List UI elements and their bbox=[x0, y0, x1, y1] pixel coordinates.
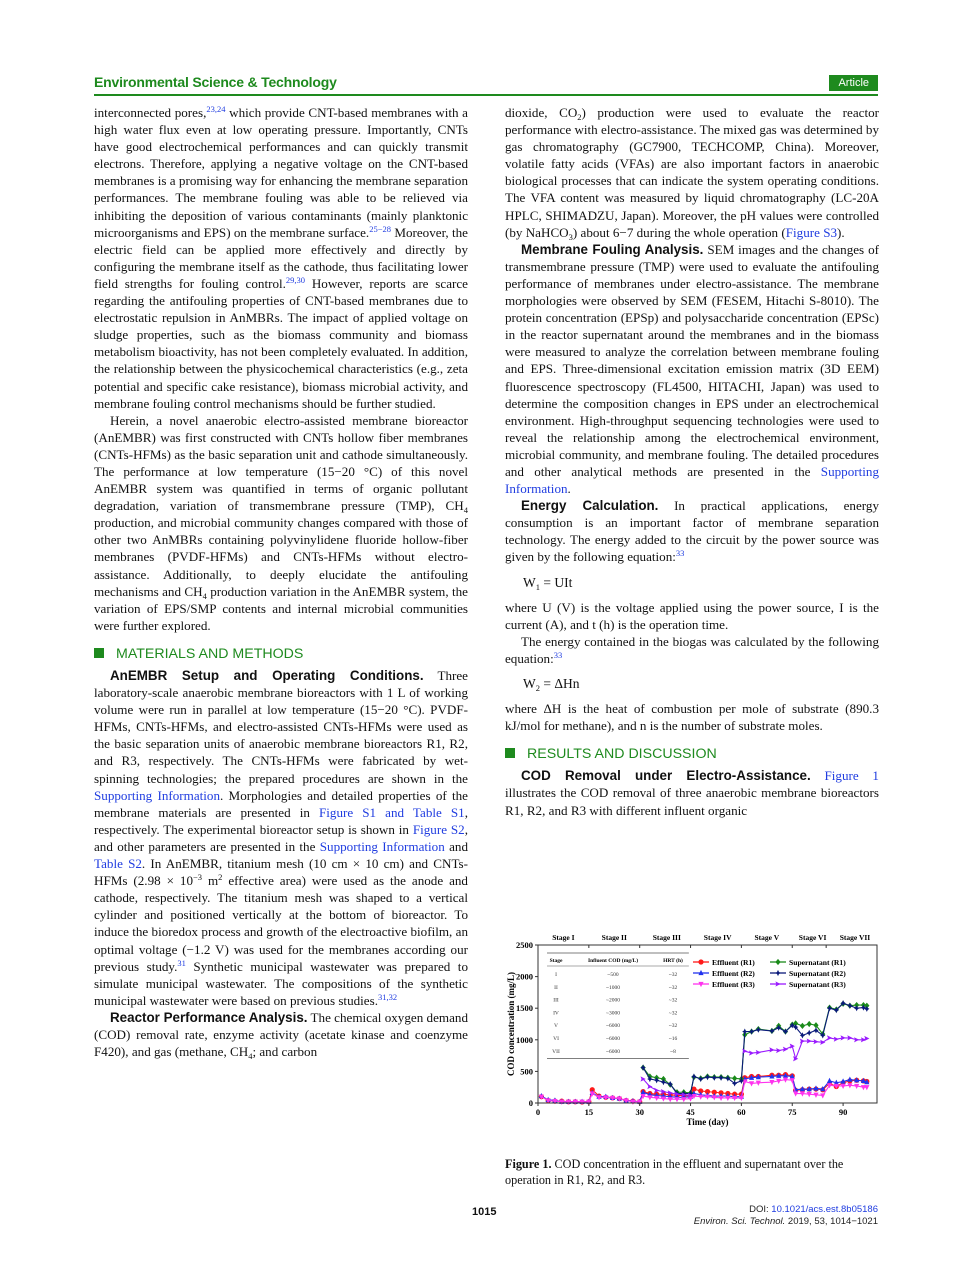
right-column bbox=[505, 104, 879, 819]
eq-lhs: W bbox=[523, 574, 536, 590]
x-tick-label: 30 bbox=[635, 1107, 644, 1117]
section-title: MATERIALS AND METHODS bbox=[116, 645, 304, 662]
text: Moreover, the electric field can be applied more effectively and directly by configuring the membrane itself as the cathode, thus facilitating lower field strengths for fouling control. bbox=[94, 224, 468, 291]
table-cell: ~32 bbox=[668, 984, 678, 991]
table-cell: II bbox=[554, 984, 558, 991]
section-square-icon bbox=[505, 748, 515, 758]
stage-label: Stage V bbox=[754, 933, 780, 942]
text: In practical applications, energy consumption is an important factor of membrane separation technology. The energy added to the circuit by the power source was given by the following equation: bbox=[505, 498, 879, 565]
table-cell: VI bbox=[553, 1036, 559, 1042]
table-cell: ~8 bbox=[670, 1048, 676, 1055]
eq-lhs: W bbox=[523, 676, 536, 691]
x-tick-label: 60 bbox=[737, 1107, 746, 1117]
text: production variation in the AnEMBR system, the variation of EPS/SMP contents and internal microbial communities were further explored. bbox=[94, 583, 468, 633]
text: and bbox=[444, 838, 468, 854]
series-line bbox=[643, 1004, 867, 1093]
paragraph-eq1-desc: where U (V) is the voltage applied using the power source, I is the current (A), and t (h) is the operation time. bbox=[505, 599, 879, 632]
legend-label: Supernatant (R2) bbox=[789, 969, 846, 978]
table-cell: ~6000 bbox=[606, 1048, 620, 1055]
citation-journal: Environ. Sci. Technol. bbox=[693, 1216, 786, 1227]
article-type-badge: Article bbox=[829, 75, 878, 91]
text: The energy contained in the biogas was calculated by the following equation: bbox=[505, 633, 879, 666]
stage-label: Stage I bbox=[552, 933, 575, 942]
data-point bbox=[807, 1021, 812, 1027]
y-axis-label: COD concentration (mg/L) bbox=[506, 972, 516, 1076]
citation-details: 2019, 53, 1014−1021 bbox=[785, 1216, 878, 1227]
legend-label: Supernatant (R3) bbox=[789, 980, 846, 989]
text: interconnected pores, bbox=[94, 105, 207, 120]
paragraph-biogas bbox=[505, 633, 879, 667]
text: SEM images and the changes of transmembrane pressure (TMP) were used to evaluate the antifouling performance of membranes under electro-assistance. The membrane morphologies were observed by SEM (FESEM, Hitachi S-8010). The protein concentration (EPSp) and polysaccharide concentration (EPSc) in the reactor supernatant around the membranes and in the biomass were measured to analyze the correlation between membrane fouling and EPS. Three-dimensional excitation emission matrix (3D EEM) fluorescence spectroscopy (FL4500, HITACHI, Japan) was used to determine the composition changes in EPS under an electrochemical environment. High-throughput sequencing technologies were used to reveal the relationship among the electrochemical environment, microbial community, and membrane fouling. The detailed procedures and other analytical methods are presented in the bbox=[505, 241, 879, 479]
citation-link[interactable]: 33 bbox=[675, 548, 685, 559]
paragraph-gas-analysis bbox=[505, 104, 879, 241]
paragraph-energy bbox=[505, 497, 879, 565]
stage-label: Stage IV bbox=[703, 933, 732, 942]
supporting-info-link[interactable]: Supporting Information bbox=[319, 838, 445, 854]
supporting-info-link[interactable]: Supporting Information bbox=[94, 787, 221, 803]
paragraph-membrane-fouling bbox=[505, 241, 879, 497]
paragraph-intro-2 bbox=[94, 412, 468, 634]
data-point bbox=[827, 1035, 832, 1040]
figure-s3-link[interactable]: Figure S3 bbox=[785, 224, 838, 240]
paragraph-intro-1 bbox=[94, 104, 468, 412]
paragraph-eq2-desc: where ΔH is the heat of combustion per mole of substrate (890.3 kJ/mol for methane), and n is the number of substrate moles. bbox=[505, 701, 879, 734]
subscript: 4 bbox=[463, 505, 468, 516]
footer-citation bbox=[694, 1204, 878, 1228]
x-tick-label: 0 bbox=[535, 1107, 541, 1117]
stage-label: Stage III bbox=[652, 933, 681, 942]
y-tick-label: 500 bbox=[520, 1066, 533, 1077]
stage-label: Stage II bbox=[601, 933, 627, 942]
data-point bbox=[749, 1028, 754, 1034]
series-line bbox=[643, 1003, 867, 1093]
runin-heading: AnEMBR Setup and Operating Conditions. bbox=[110, 668, 424, 683]
text: . bbox=[567, 481, 571, 497]
doi-link[interactable]: 10.1021/acs.est.8b05186 bbox=[771, 1204, 878, 1215]
data-point bbox=[864, 1006, 869, 1012]
text: Three laboratory-scale anaerobic membrane bioreactors with 1 L of working volume were run in parallel at low temperature (15−20 °C). PVDF-HFMs, CNTs-HFMs, and electro-assisted CNTs-HFMs were used as the basic separation units of anaerobic membrane bioreactors R1, R2, and R3, respectively. The CNTs-HFMs were fabricated by wet-spinning technologies; the prepared procedures are shown in the bbox=[94, 668, 468, 786]
section-title: RESULTS AND DISCUSSION bbox=[527, 746, 717, 763]
table-cell: ~6000 bbox=[606, 1023, 620, 1030]
table-header: Influent COD (mg/L) bbox=[587, 958, 639, 964]
table-cell: ~32 bbox=[668, 1010, 678, 1017]
table-cell: III bbox=[553, 997, 559, 1004]
text: ). bbox=[837, 224, 845, 240]
legend-label: Effluent (R2) bbox=[712, 969, 755, 978]
text: However, reports are scarce regarding the antifouling properties of CNT-based membranes due to electrostatic repulsion in AnMBRs. The impact of applied voltage on sludge properties, such as the biomass community and biomass metabolism bioactivity, has not been completely evaluated. In addition, the relationship between the physicochemical characteristics (e.g., zeta potential and specific cake resistance), biomass microbial activity, and membrane fouling control mechanisms should be further studied. bbox=[94, 275, 468, 411]
citation-link[interactable]: 31 bbox=[177, 957, 186, 968]
citation-link[interactable]: 33 bbox=[553, 649, 563, 660]
data-point bbox=[732, 1080, 737, 1086]
table-cell: ~1000 bbox=[606, 984, 620, 991]
figure-s1-link[interactable]: Figure S1 and Table S1 bbox=[319, 804, 465, 820]
data-point bbox=[749, 1081, 754, 1086]
text: . In AnEMBR, titanium mesh (10 cm × 10 cm) and CNTs-HFMs (2.98 × 10 bbox=[94, 856, 468, 889]
table-cell: VII bbox=[552, 1048, 560, 1055]
text: Herein, a novel anaerobic electro-assisted membrane bioreactor (AnEMBR) was first constructed with CNTs hollow fiber membranes (CNTs-HFMs) as the basic separation unit and cathode simultaneously. The performance at low temperature (15−20 °C) of this novel AnEMBR system was quantified in terms of organic pollutant degradation, variation of transmembrane pressure (TMP), CH bbox=[94, 412, 468, 514]
y-tick-label: 1500 bbox=[516, 1003, 533, 1014]
paragraph-setup bbox=[94, 667, 468, 1009]
section-heading-results bbox=[505, 746, 879, 763]
runin-heading: Energy Calculation. bbox=[521, 498, 659, 514]
paragraph-reactor-performance bbox=[94, 1009, 468, 1060]
equation-w1 bbox=[523, 574, 879, 591]
superscript: −3 bbox=[193, 872, 203, 883]
data-point bbox=[705, 1074, 710, 1080]
citation-link[interactable]: 25−28 bbox=[369, 223, 392, 234]
x-tick-label: 45 bbox=[686, 1107, 695, 1117]
figure-1-link[interactable]: Figure 1 bbox=[824, 768, 879, 784]
table-cell: IV bbox=[553, 1010, 559, 1017]
text: Synthetic municipal wastewater was prepared to simulate municipal wastewater. The compositions of the synthetic municipal wastewater were based on previous studies. bbox=[94, 958, 468, 1008]
legend-marker bbox=[698, 959, 703, 964]
text: , and other parameters are presented in the bbox=[94, 821, 468, 854]
superscript: 2 bbox=[218, 872, 223, 883]
text: effective area) were used as the anode and cathode, respectively. The titanium mesh was shaped to a vertical cylinder and positioned vertically at the bottom of bioreactor. To induce the bioredox process and growth of the electroactive biofilm, an optimal voltage (−1.2 V) was used for the membranes according our previous study. bbox=[94, 873, 468, 974]
y-tick-label: 2500 bbox=[516, 940, 533, 950]
table-header: Stage bbox=[549, 958, 563, 964]
y-tick-label: 1000 bbox=[516, 1034, 533, 1045]
data-point bbox=[698, 1076, 703, 1082]
table-cell: I bbox=[555, 972, 557, 978]
subscript: 1 bbox=[535, 581, 540, 592]
runin-heading: Reactor Performance Analysis. bbox=[110, 1009, 308, 1025]
data-point bbox=[691, 1073, 696, 1079]
data-point bbox=[725, 1075, 730, 1081]
cod-chart bbox=[505, 925, 883, 1127]
subscript: 2 bbox=[577, 112, 582, 122]
caption-text: COD concentration in the effluent and supernatant over the operation in R1, R2, and R3. bbox=[505, 1157, 844, 1187]
text: m bbox=[202, 873, 219, 889]
series-line bbox=[745, 1038, 867, 1059]
figure-s2-link[interactable]: Figure S2 bbox=[412, 821, 465, 837]
data-point bbox=[800, 1023, 805, 1029]
runin-heading: Membrane Fouling Analysis. bbox=[521, 241, 704, 257]
text: ; and carbon bbox=[252, 1044, 318, 1060]
section-heading-methods bbox=[94, 646, 468, 663]
doi-label: DOI: bbox=[749, 1204, 772, 1215]
x-tick-label: 90 bbox=[838, 1107, 848, 1117]
table-cell: V bbox=[554, 1023, 558, 1030]
subscript: 2 bbox=[535, 683, 540, 693]
y-tick-label: 0 bbox=[528, 1098, 533, 1108]
table-s2-link[interactable]: Table S2 bbox=[94, 856, 142, 872]
text: . Morphologies and detailed properties of the membrane materials are presented in bbox=[94, 787, 468, 820]
table-cell: ~3000 bbox=[606, 1010, 620, 1017]
stage-label: Stage VI bbox=[798, 933, 827, 942]
data-point bbox=[756, 1027, 761, 1033]
stage-label: Stage VII bbox=[839, 933, 871, 942]
text: which provide CNT-based membranes with a high water flux even at low operating pressure. Importantly, CNTs have good electrochemical performances and can quickly transmit electrons. Therefore, applying a negative voltage on the CNT-based membranes is a promising way for enhancing the membrane separation performances. The membrane fouling was able to be relieved via inhibiting the deposition of various contaminants (mainly planktonic microorganisms and EPS) on the membrane surface. bbox=[94, 105, 468, 240]
text: ) about 6−7 during the whole operation ( bbox=[572, 224, 786, 240]
runin-heading: COD Removal under Electro-Assistance. bbox=[521, 768, 811, 784]
table-cell: ~16 bbox=[668, 1036, 678, 1042]
figure-caption bbox=[505, 1157, 879, 1188]
y-tick-label: 2000 bbox=[516, 971, 533, 982]
figure-1 bbox=[505, 925, 883, 1127]
text: , respectively. The experimental bioreactor setup is shown in bbox=[94, 804, 469, 837]
data-point bbox=[820, 1093, 825, 1098]
data-point bbox=[807, 1030, 812, 1036]
caption-label: Figure 1. bbox=[505, 1157, 552, 1171]
data-point bbox=[827, 1005, 832, 1011]
x-tick-label: 15 bbox=[584, 1107, 594, 1117]
data-point bbox=[854, 1005, 859, 1011]
subscript: 4 bbox=[248, 1051, 253, 1062]
left-column bbox=[94, 104, 468, 1060]
data-point bbox=[712, 1075, 717, 1081]
text: production, and microbial community changes compared with those of other two AnMBRs containing polyvinylidene fluoride hollow-fiber membranes (PVDF-HFMs) and CNTs-HFMs without electro-assistance. Additionally, to deeply elucidate the antifouling mechanisms and CH bbox=[94, 515, 468, 599]
x-tick-label: 75 bbox=[788, 1107, 797, 1117]
x-axis-label: Time (day) bbox=[686, 1117, 729, 1127]
citation-link[interactable]: 29,30 bbox=[285, 274, 306, 285]
legend-label: Effluent (R1) bbox=[712, 958, 755, 967]
data-point bbox=[718, 1075, 723, 1081]
text: The chemical oxygen demand (COD) removal rate, enzyme activity (acetate kinase and coenzyme F420), and gas (methane, CH bbox=[94, 1009, 468, 1060]
data-point bbox=[827, 1078, 832, 1083]
citation-link[interactable]: 23,24 bbox=[206, 104, 226, 114]
legend-label: Supernatant (R1) bbox=[789, 958, 846, 967]
table-cell: ~32 bbox=[668, 972, 678, 978]
section-square-icon bbox=[94, 648, 104, 658]
supporting-info-link[interactable]: Supporting Information bbox=[505, 463, 879, 497]
data-point bbox=[647, 1084, 652, 1089]
running-header bbox=[94, 74, 878, 96]
data-point bbox=[769, 1028, 774, 1034]
table-cell: ~32 bbox=[668, 1023, 678, 1030]
table-header: HRT (h) bbox=[663, 958, 683, 964]
paragraph-cod-removal bbox=[505, 767, 879, 818]
legend-marker bbox=[775, 970, 780, 976]
data-point bbox=[864, 1036, 869, 1041]
data-point bbox=[847, 1003, 852, 1009]
subscript: 4 bbox=[202, 590, 207, 601]
journal-title[interactable]: Environmental Science & Technology bbox=[94, 74, 337, 90]
table-cell: ~2000 bbox=[606, 997, 620, 1004]
legend-marker bbox=[775, 959, 780, 965]
eq-rhs: = ΔHn bbox=[540, 676, 580, 691]
subscript: 3 bbox=[568, 231, 573, 242]
data-point bbox=[800, 1038, 805, 1043]
table-cell: ~6000 bbox=[606, 1036, 620, 1042]
legend-label: Effluent (R3) bbox=[712, 980, 755, 989]
page-number: 1015 bbox=[472, 1206, 497, 1218]
eq-rhs: = UIt bbox=[540, 574, 573, 590]
text: illustrates the COD removal of three anaerobic membrane bioreactors R1, R2, and R3 with different influent organic bbox=[505, 785, 879, 818]
equation-w2 bbox=[523, 675, 879, 692]
text: dioxide, CO bbox=[505, 105, 578, 120]
table-cell: ~500 bbox=[607, 972, 619, 978]
citation-link[interactable]: 31,32 bbox=[377, 991, 398, 1002]
table-cell: ~32 bbox=[668, 997, 678, 1004]
text: ) production were used to evaluate the reactor performance with electro-assistance. The mixed gas was determined by gas chromatography (GC7900, TECHCOMP, China). Moreover, volatile fatty acids (VFAs) are also important factors in anaerobic biological processes that can indicate the system operating conditions. The VFA content was measured by liquid chromatography (LC-20A HPLC, SHIMADZU, Japan). Moreover, the pH values were controlled (by NaHCO bbox=[505, 105, 879, 240]
